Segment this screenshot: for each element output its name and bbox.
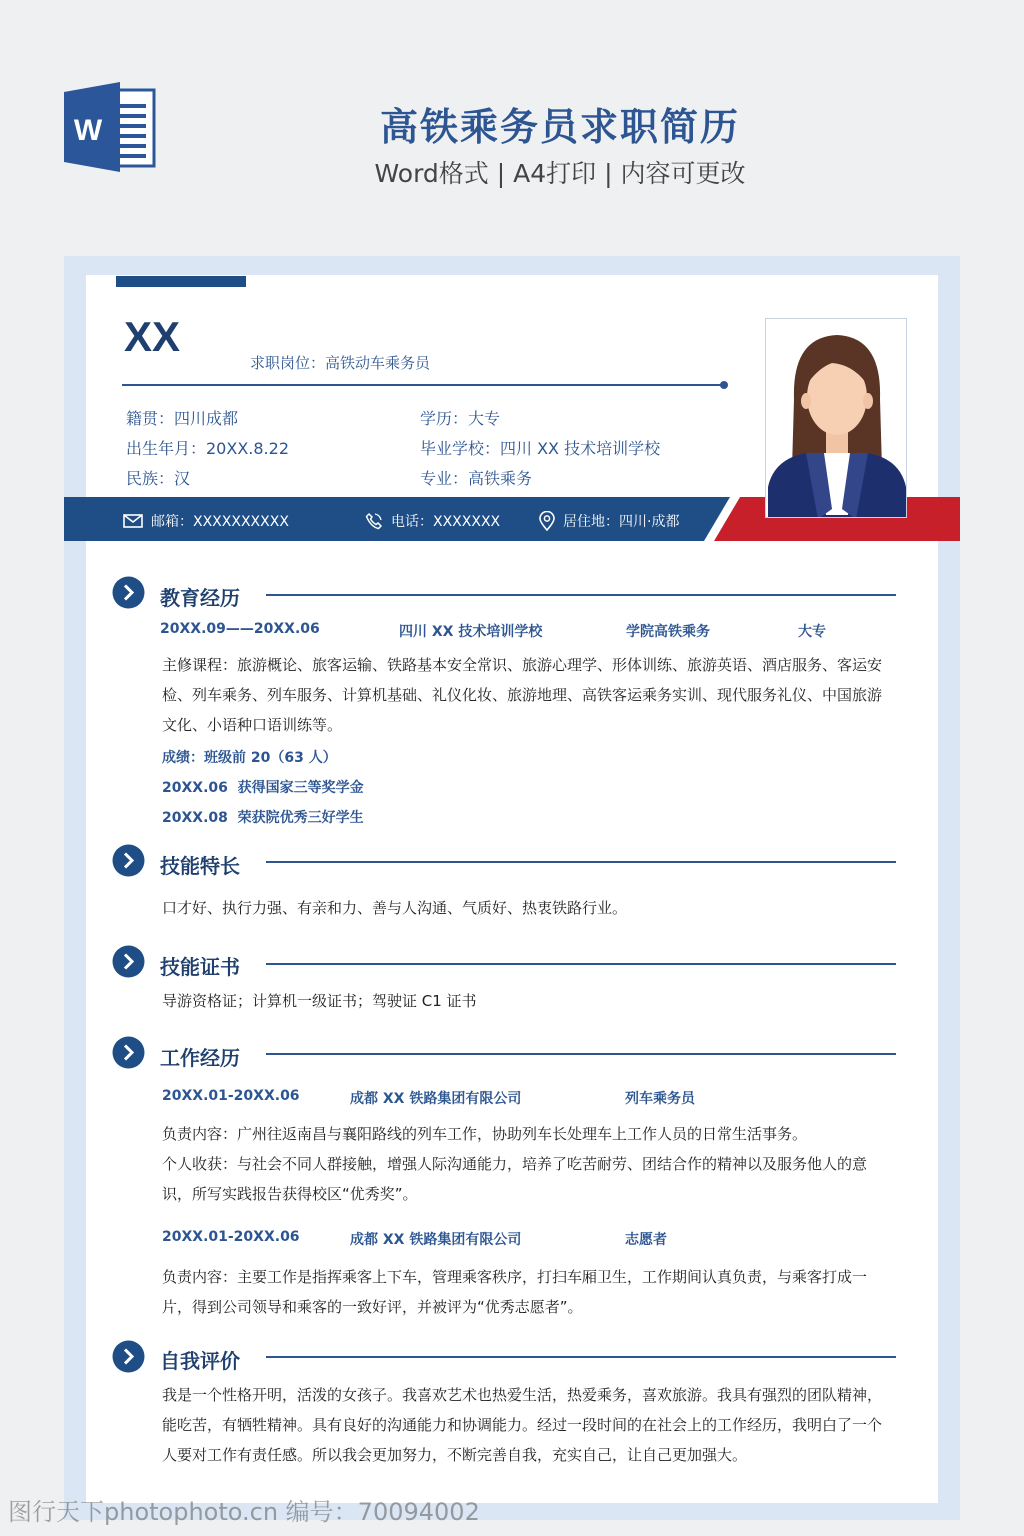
info-ethnicity: 民族：汉 (126, 469, 191, 488)
job-gain: 个人收获：与社会不同人群接触，增强人际沟通能力，培养了吃苦耐劳、团结合作的精神以及服务他人的意识，所写实践报告获得校区“优秀奖”。 (162, 1155, 868, 1203)
section-divider (266, 963, 896, 965)
section-divider (266, 1053, 896, 1055)
job-period: 20XX.01-20XX.06 (162, 1229, 300, 1245)
section-divider (266, 1356, 896, 1358)
chevron-right-icon (112, 1036, 145, 1069)
edu-period: 20XX.09——20XX.06 (160, 621, 320, 637)
edu-highlight: 20XX.08 荣获院优秀三好学生 (162, 810, 364, 826)
avatar (766, 319, 907, 518)
job-company: 成都 XX 铁路集团有限公司 (350, 1232, 522, 1248)
word-logo-icon (64, 82, 156, 172)
section-title-certificates: 技能证书 (160, 955, 240, 979)
name-divider (122, 384, 722, 386)
section-title-self-evaluation: 自我评价 (160, 1349, 240, 1373)
edu-school: 四川 XX 技术培训学校 (399, 624, 543, 640)
skills-text: 口才好、执行力强、有亲和力、善与人沟通、气质好、热衷铁路行业。 (162, 899, 628, 917)
edu-highlight: 20XX.06 获得国家三等奖学金 (162, 780, 364, 796)
word-logo-letter: W (73, 114, 103, 147)
page-title: 高铁乘务员求职简历 (379, 105, 740, 149)
profile-photo (765, 318, 907, 518)
info-education: 学历：大专 (420, 409, 501, 428)
page-subtitle: Word格式 | A4打印 | 内容可更改 (374, 159, 746, 188)
info-hometown: 籍贯：四川成都 (126, 409, 239, 428)
location-pin-icon (539, 511, 555, 531)
job-period: 20XX.01-20XX.06 (162, 1088, 300, 1104)
edu-courses: 主修课程：旅游概论、旅客运输、铁路基本安全常识、旅游心理学、形体训练、旅游英语、酒店服务、客运安检、列车乘务、列车服务、计算机基础、礼仪化妆、旅游地理、高铁客运乘务实训、现代服务礼仪、中国旅游文化、小语种口语训练等。 (162, 656, 883, 734)
contact-address-text: 居住地：四川·成都 (563, 514, 680, 530)
candidate-name: XX (124, 313, 181, 360)
section-title-work: 工作经历 (160, 1046, 240, 1070)
name-divider-dot (720, 381, 728, 389)
info-birth: 出生年月：20XX.8.22 (126, 439, 289, 458)
section-divider (266, 861, 896, 863)
chevron-right-icon (112, 1340, 145, 1373)
contact-phone-text: 电话：XXXXXXX (391, 514, 501, 530)
section-title-education: 教育经历 (160, 586, 240, 610)
contact-address (539, 511, 679, 531)
edu-highlight: 成绩：班级前 20（63 人） (162, 750, 337, 766)
watermark: 图行天下photophoto.cn 编号：70094002 (8, 1498, 480, 1526)
job-role: 志愿者 (625, 1232, 667, 1248)
certificates-text: 导游资格证；计算机一级证书；驾驶证 C1 证书 (162, 992, 477, 1010)
edu-degree: 大专 (798, 624, 826, 640)
chevron-right-icon (112, 945, 145, 978)
chevron-right-icon (112, 844, 145, 877)
info-school: 毕业学校：四川 XX 技术培训学校 (420, 439, 661, 458)
job-duty: 负责内容：主要工作是指挥乘客上下车，管理乘客秩序，打扫车厢卫生，工作期间认真负责，与乘客打成一片，得到公司领导和乘客的一致好评，并被评为“优秀志愿者”。 (162, 1268, 868, 1316)
chevron-right-icon (112, 576, 145, 609)
section-title-skills: 技能特长 (160, 854, 240, 878)
job-company: 成都 XX 铁路集团有限公司 (350, 1091, 522, 1107)
self-evaluation-text: 我是一个性格开明，活泼的女孩子。我喜欢艺术也热爱生活，热爱乘务，喜欢旅游。我具有强烈的团队精神，能吃苦，有牺牲精神。具有良好的沟通能力和协调能力。经过一段时间的在社会上的工作经历，我明白了一个人要对工作有责任感。所以我会更加努力，不断完善自我，充实自己，让自己更加强大。 (162, 1386, 883, 1464)
job-duty: 负责内容：广州往返南昌与襄阳路线的列车工作，协助列车长处理车上工作人员的日常生活事务。 (162, 1125, 808, 1143)
mail-icon (123, 514, 143, 528)
job-role: 列车乘务员 (625, 1091, 695, 1107)
contact-email (123, 511, 289, 531)
contact-phone (365, 511, 500, 531)
section-divider (266, 594, 896, 596)
phone-icon (365, 512, 383, 530)
top-accent-bar (116, 276, 246, 287)
edu-major: 学院高铁乘务 (626, 624, 710, 640)
job-target: 求职岗位：高铁动车乘务员 (250, 354, 431, 372)
contact-email-text: 邮箱：XXXXXXXXXX (151, 514, 289, 530)
info-major: 专业：高铁乘务 (420, 469, 533, 488)
